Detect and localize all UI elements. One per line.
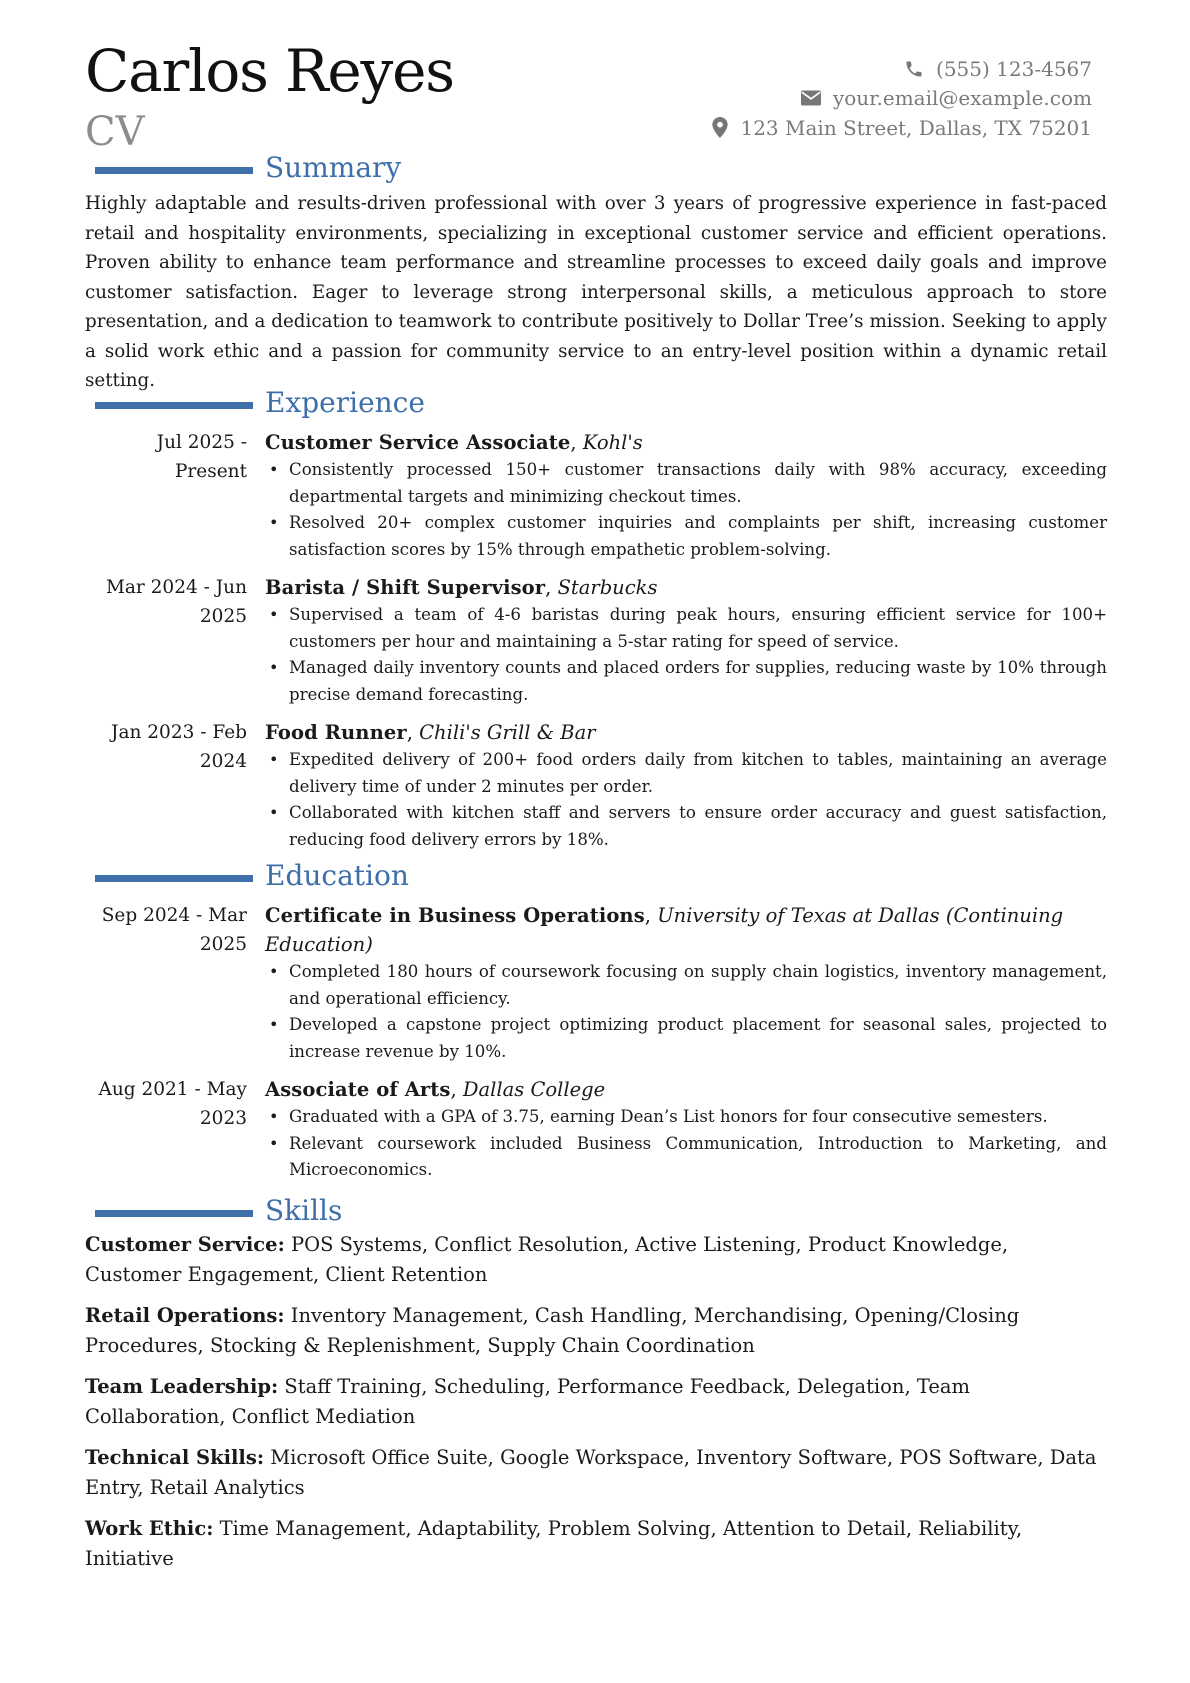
skill-items: Inventory Management, Cash Handling, Merchandising, Opening/Closing Procedures, Stocking & Replenishment, Supply Chain Coordination [85,1304,1020,1357]
experience-title: Experience [265,386,425,419]
bullet-item: • Graduated with a GPA of 3.75, earning Dean’s List honors for four consecutive semesters. [265,1104,1107,1131]
entry-date: Jul 2025 - Present [156,432,247,482]
entry-date: Jan 2023 - Feb 2024 [111,722,247,772]
skill-group [85,1514,1107,1573]
section-accent-bar [95,1210,253,1217]
street-address: 123 Main Street, Dallas, TX 75201 [740,115,1092,140]
entry-bullets [265,747,1107,853]
bullet-item: • Managed daily inventory counts and placed orders for supplies, reducing waste by 10% through precise demand forecasting. [265,655,1107,708]
education-title: Education [265,859,409,892]
candidate-name: Carlos Reyes [85,37,454,105]
skill-group [85,1230,1107,1289]
entry-title: Barista / Shift Supervisor [265,576,546,599]
bullet-item: • Consistently processed 150+ customer transactions daily with 98% accuracy, exceeding departmental targets and minimizing checkout times. [265,457,1107,510]
summary-heading [85,151,1107,187]
bullet-item: • Developed a capstone project optimizing product placement for seasonal sales, projected to increase revenue by 10%. [265,1012,1107,1065]
entry-organization: Chili's Grill & Bar [419,721,596,744]
section-accent-bar [95,402,253,409]
experience-entry: Mar 2024 - Jun 2025 Barista / Shift Supervisor, Starbucks • Supervised a team of 4-6 baristas during peak hours, ensuring efficient service for 100+ customers per hour and maintaining a 5-star rating for speed of service. • Managed daily inventory counts and placed orders for supplies, reducing waste by 10% through precise demand forecasting. [85,573,1107,708]
bullet-item: • Resolved 20+ complex customer inquiries and complaints per shift, increasing customer satisfaction scores by 15% through empathetic problem-solving. [265,510,1107,563]
bullet-item: • Supervised a team of 4-6 baristas during peak hours, ensuring efficient service for 100+ customers per hour and maintaining a 5-star rating for speed of service. [265,602,1107,655]
skill-category: Team Leadership: [85,1375,279,1398]
experience-section [85,386,1107,863]
skills-heading [85,1194,1107,1230]
summary-section [85,151,1107,396]
contact-block [712,54,1092,143]
entry-bullets [265,457,1107,563]
entry-date: Sep 2024 - Mar 2025 [101,905,247,955]
bullet-item: • Relevant coursework included Business Communication, Introduction to Marketing, and Microeconomics. [265,1131,1107,1184]
email-address: your.email@example.com [832,86,1092,111]
skills-section [85,1194,1107,1585]
entry-title: Food Runner [265,721,407,744]
contact-address [712,113,1092,143]
entry-date: Mar 2024 - Jun 2025 [105,577,247,627]
skill-category: Technical Skills: [85,1446,265,1469]
skill-category: Work Ethic: [85,1517,214,1540]
skill-items: Time Management, Adaptability, Problem Solving, Attention to Detail, Reliability, Initiative [85,1517,1023,1570]
bullet-item: • Expedited delivery of 200+ food orders daily from kitchen to tables, maintaining an average delivery time of under 2 minutes per order. [265,747,1107,800]
skill-group [85,1301,1107,1360]
entry-organization: Starbucks [557,576,658,599]
entry-organization: Dallas College [462,1078,606,1101]
envelope-icon [801,90,821,106]
education-entry: Sep 2024 - Mar 2025 Certificate in Business Operations, University of Texas at Dallas (Continuing Education) • Completed 180 hours of coursework focusing on supply chain logistics, inventory management, and operational efficiency. • Developed a capstone project optimizing product placement for seasonal sales, projected to increase revenue by 10%. [85,901,1107,1065]
map-marker-icon [712,117,728,138]
skill-group [85,1372,1107,1431]
skill-category: Retail Operations: [85,1304,285,1327]
contact-phone [712,54,1092,84]
entry-title: Associate of Arts [265,1078,451,1101]
skill-items: Microsoft Office Suite, Google Workspace, Inventory Software, POS Software, Data Entry, Retail Analytics [85,1446,1097,1499]
experience-entry: Jan 2023 - Feb 2024 Food Runner, Chili's Grill & Bar • Expedited delivery of 200+ food orders daily from kitchen to tables, maintaining an average delivery time of under 2 minutes per order. • Collaborated with kitchen staff and servers to ensure order accuracy and guest satisfaction, reducing food delivery errors by 18%. [85,718,1107,853]
entry-bullets [265,1104,1107,1184]
document-subtitle: CV [85,109,145,155]
entry-date: Aug 2021 - May 2023 [98,1079,247,1129]
entry-organization: Kohl's [582,431,643,454]
entry-title: Certificate in Business Operations [265,904,645,927]
bullet-item: • Completed 180 hours of coursework focusing on supply chain logistics, inventory management, and operational efficiency. [265,959,1107,1012]
entry-title: Customer Service Associate [265,431,571,454]
skills-title: Skills [265,1194,343,1227]
bullet-item: • Collaborated with kitchen staff and servers to ensure order accuracy and guest satisfaction, reducing food delivery errors by 18%. [265,800,1107,853]
summary-title: Summary [265,151,402,184]
experience-entry: Jul 2025 - Present Customer Service Associate, Kohl's • Consistently processed 150+ customer transactions daily with 98% accuracy, exceeding departmental targets and minimizing checkout times. • Resolved 20+ complex customer inquiries and complaints per shift, increasing customer satisfaction scores by 15% through empathetic problem-solving. [85,428,1107,563]
education-section [85,859,1107,1194]
phone-icon [904,59,924,79]
experience-heading [85,386,1107,422]
entry-bullets [265,602,1107,708]
skill-items: POS Systems, Conflict Resolution, Active Listening, Product Knowledge, Customer Engagement, Client Retention [85,1233,1009,1286]
phone-number: (555) 123-4567 [936,56,1092,81]
entry-bullets [265,959,1107,1065]
education-entry: Aug 2021 - May 2023 Associate of Arts, Dallas College • Graduated with a GPA of 3.75, earning Dean’s List honors for four consecutive semesters. • Relevant coursework included Business Communication, Introduction to Marketing, and Microeconomics. [85,1075,1107,1184]
section-accent-bar [95,875,253,882]
contact-email [712,84,1092,114]
skill-category: Customer Service: [85,1233,285,1256]
summary-text: Highly adaptable and results-driven professional with over 3 years of progressive experience in fast-paced retail and hospitality environments, specializing in exceptional customer service and efficient operations. Proven ability to enhance team performance and streamline processes to exceed daily goals and improve customer satisfaction. Eager to leverage strong interpersonal skills, a meticulous approach to store presentation, and a dedication to teamwork to contribute positively to Dollar Tree’s mission. Seeking to apply a solid work ethic and a passion for community service to an entry-level position within a dynamic retail setting. [85,193,1107,391]
skill-items: Staff Training, Scheduling, Performance Feedback, Delegation, Team Collaboration, Conflict Mediation [85,1375,971,1428]
education-heading [85,859,1107,895]
section-accent-bar [95,167,253,174]
entry-organization: University of Texas at Dallas (Continuing Education) [265,904,1064,956]
skill-group [85,1443,1107,1502]
